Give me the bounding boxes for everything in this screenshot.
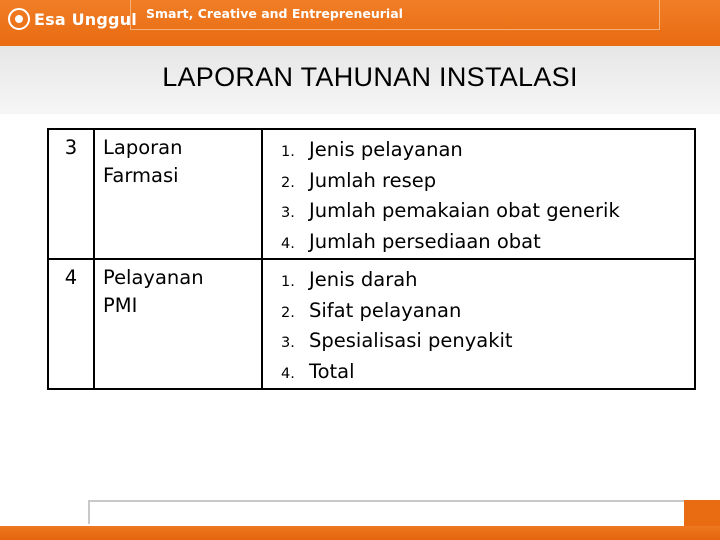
list-item-text: Jenis darah	[309, 268, 418, 291]
list-marker: 4.	[281, 365, 295, 382]
list-item	[281, 327, 694, 358]
slide-title: LAPORAN TAHUNAN INSTALASI	[162, 62, 578, 92]
category-label-line1: Pelayanan	[103, 266, 204, 289]
category-cell	[94, 259, 262, 389]
header-bar	[0, 0, 720, 46]
category-label-line1: Laporan	[103, 136, 183, 159]
list-marker: 1.	[281, 274, 295, 290]
row-number-cell	[48, 259, 94, 389]
footer-bar	[0, 526, 720, 540]
list-marker: 1.	[281, 144, 295, 160]
brand-logo	[8, 4, 137, 34]
list-item-text: Jumlah persediaan obat	[309, 229, 541, 253]
list-item	[281, 228, 694, 259]
brand-tagline: Smart, Creative and Entrepreneurial	[146, 6, 403, 21]
footer-frame-line	[88, 500, 688, 524]
list-item	[281, 197, 694, 228]
list-marker: 3.	[281, 205, 295, 221]
list-item	[281, 167, 694, 198]
report-table	[47, 128, 696, 390]
list-marker: 2.	[281, 304, 295, 321]
list-marker: 4.	[281, 235, 295, 252]
list-item	[281, 297, 694, 328]
list-item-text: Spesialisasi penyakit	[309, 329, 513, 352]
brand-name: Esa Unggul	[34, 9, 137, 29]
category-label-line2: Farmasi	[103, 164, 179, 187]
list-marker: 2.	[281, 174, 295, 191]
list-item-text: Jenis pelayanan	[309, 138, 463, 161]
items-cell	[262, 259, 695, 389]
category-label-line2: PMI	[103, 294, 138, 317]
row-number: 3	[64, 136, 78, 159]
items-cell	[262, 129, 695, 259]
list-item	[281, 266, 694, 297]
list-item-text: Sifat pelayanan	[309, 298, 462, 322]
table-row	[48, 129, 695, 259]
list-item	[281, 136, 694, 167]
list-item-text: Jumlah pemakaian obat generik	[309, 199, 620, 222]
list-item	[281, 358, 694, 389]
row-number-cell	[48, 129, 94, 259]
table-row	[48, 259, 695, 389]
row-number: 4	[64, 266, 78, 289]
list-item-text: Jumlah resep	[309, 168, 437, 192]
item-list	[281, 266, 694, 388]
list-marker: 3.	[281, 335, 295, 351]
item-list	[281, 136, 694, 258]
list-item-text: Total	[309, 359, 355, 383]
category-cell	[94, 129, 262, 259]
esa-unggul-logo-icon	[8, 8, 30, 30]
